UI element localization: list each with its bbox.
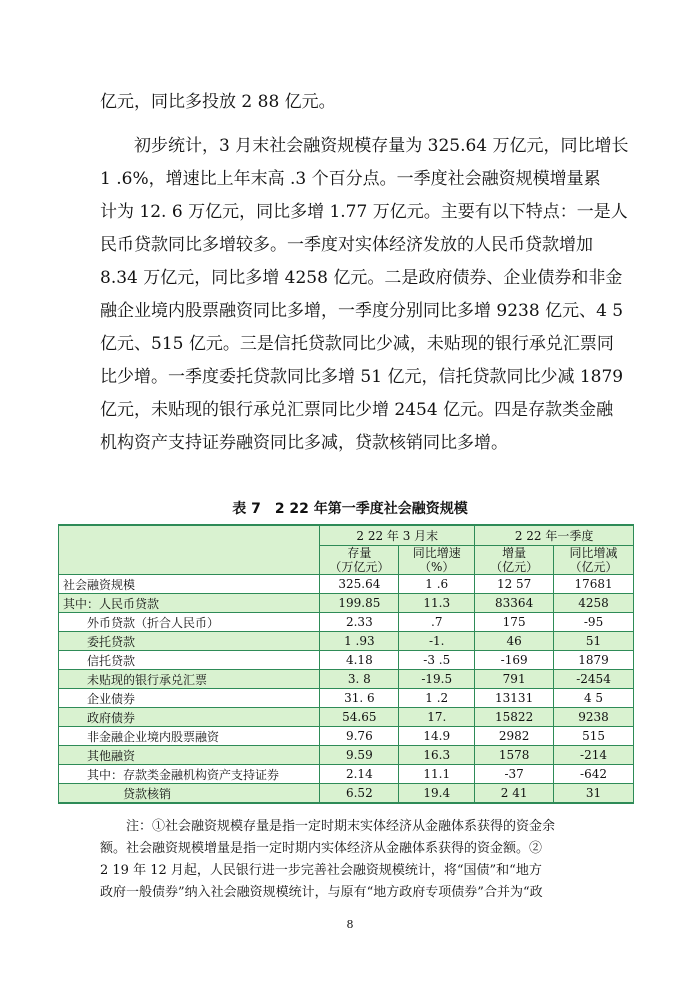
page-number: 8 [346,918,354,931]
table-cell: 3. 8 [320,670,399,689]
table-row [59,613,634,632]
row-label: 其中：存款类金融机构资产支持证券 [59,765,320,784]
table-cell: 83364 [475,594,554,613]
table-cell: -95 [554,613,634,632]
row-label: 委托贷款 [59,632,320,651]
table-cell: 9.59 [320,746,399,765]
table-cell: 54.65 [320,708,399,727]
table-cell: 325.64 [320,575,399,594]
table-caption: 表 7 2 22 年第一季度社会融资规模 [232,501,468,517]
column-header: 同比增减 （亿元） [554,546,634,575]
row-label: 政府债券 [59,708,320,727]
table-cell: 31. 6 [320,689,399,708]
text-line: 初步统计，3 月末社会融资规模存量为 325.64 万亿元，同比增长 [100,136,629,156]
table-cell: 175 [475,613,554,632]
paragraph-intro [100,86,600,119]
text-line: 亿元，未贴现的银行承兑汇票同比少增 2454 亿元。四是存款类金融 [100,400,614,420]
row-label: 其中：人民币贷款 [59,594,320,613]
table-cell: 4.18 [320,651,399,670]
paragraph-main [100,130,629,460]
text-line: 1 .6%，增速比上年末高 .3 个百分点。一季度社会融资规模增量累 [100,169,601,189]
row-label: 外币贷款（折合人民币） [59,613,320,632]
table-cell: -2454 [554,670,634,689]
table-cell: 515 [554,727,634,746]
table-row [59,765,634,784]
text-line: 机构资产支持证券融资同比多减，贷款核销同比多增。 [100,433,508,453]
table-row [59,670,634,689]
table-group-header: 2 22 年 3 月末 [320,525,475,546]
table-cell: 12 57 [475,575,554,594]
table-cell: 51 [554,632,634,651]
table-cell: 199.85 [320,594,399,613]
table-cell: 2982 [475,727,554,746]
row-label: 未贴现的银行承兑汇票 [59,670,320,689]
note-line: 2 19 年 12 月起，人民银行进一步完善社会融资规模统计，将“国债”和“地方 [100,863,542,878]
table-row [59,689,634,708]
table-cell: -37 [475,765,554,784]
table-cell: 19.4 [399,784,475,804]
table-cell: .7 [399,613,475,632]
text-line: 比少增。一季度委托贷款同比多增 51 亿元，信托贷款同比少减 1879 [100,367,624,387]
table-cell: 14.9 [399,727,475,746]
table-cell: 6.52 [320,784,399,804]
text-line: 民币贷款同比多增较多。一季度对实体经济发放的人民币贷款增加 [100,235,593,255]
table-cell: -169 [475,651,554,670]
financing-table [58,524,634,804]
row-label: 企业债券 [59,689,320,708]
table-row [59,784,634,804]
note-line: 额。社会融资规模增量是指一定时期内实体经济从金融体系获得的资金额。② [100,841,543,856]
table-row [59,727,634,746]
table-cell: 1 .6 [399,575,475,594]
table-cell: 791 [475,670,554,689]
table-note [100,816,600,904]
note-line: 注：①社会融资规模存量是指一定时期末实体经济从金融体系获得的资金余 [100,819,556,834]
table-cell: 31 [554,784,634,804]
table-cell: 1879 [554,651,634,670]
table-cell: 9.76 [320,727,399,746]
table-row [59,708,634,727]
table-cell: 2 41 [475,784,554,804]
table-cell: 1 .93 [320,632,399,651]
table-cell: -3 .5 [399,651,475,670]
row-label: 信托贷款 [59,651,320,670]
text-line: 计为 12. 6 万亿元，同比多增 1.77 万亿元。主要有以下特点：一是人 [100,202,628,222]
column-header: 同比增速 （%） [399,546,475,575]
text-line: 8.34 万亿元，同比多增 4258 亿元。二是政府债券、企业债券和非金 [100,268,623,288]
table-cell: 9238 [554,708,634,727]
table-header-blank [59,525,320,575]
text-line: 亿元，同比多投放 2 88 亿元。 [100,92,336,112]
table-cell: 11.1 [399,765,475,784]
text-line: 亿元、515 亿元。三是信托贷款同比少减，未贴现的银行承兑汇票同 [100,334,614,354]
row-label: 社会融资规模 [59,575,320,594]
table-cell: 17. [399,708,475,727]
table-cell: 15822 [475,708,554,727]
table-cell: -642 [554,765,634,784]
table-row [59,632,634,651]
row-label: 贷款核销 [59,784,320,804]
table-cell: 11.3 [399,594,475,613]
table-cell: -19.5 [399,670,475,689]
row-label: 非金融企业境内股票融资 [59,727,320,746]
table-cell: 16.3 [399,746,475,765]
row-label: 其他融资 [59,746,320,765]
table-header-row [59,525,634,546]
table-row [59,651,634,670]
table-cell: 2.14 [320,765,399,784]
table-cell: 46 [475,632,554,651]
table-cell: -1. [399,632,475,651]
table-cell: 17681 [554,575,634,594]
table-cell: 4 5 [554,689,634,708]
table-row [59,575,634,594]
column-header: 存量 （万亿元） [320,546,399,575]
table-cell: -214 [554,746,634,765]
table-cell: 2.33 [320,613,399,632]
table-cell: 13131 [475,689,554,708]
table-row [59,594,634,613]
column-header: 增量 （亿元） [475,546,554,575]
table-cell: 1 .2 [399,689,475,708]
table-cell: 1578 [475,746,554,765]
table-group-header: 2 22 年一季度 [475,525,634,546]
table-cell: 4258 [554,594,634,613]
table-row [59,746,634,765]
note-line: 政府一般债券”纳入社会融资规模统计，与原有“地方政府专项债券”合并为“政 [100,885,543,900]
text-line: 融企业境内股票融资同比多增，一季度分别同比多增 9238 亿元、4 5 [100,301,624,321]
